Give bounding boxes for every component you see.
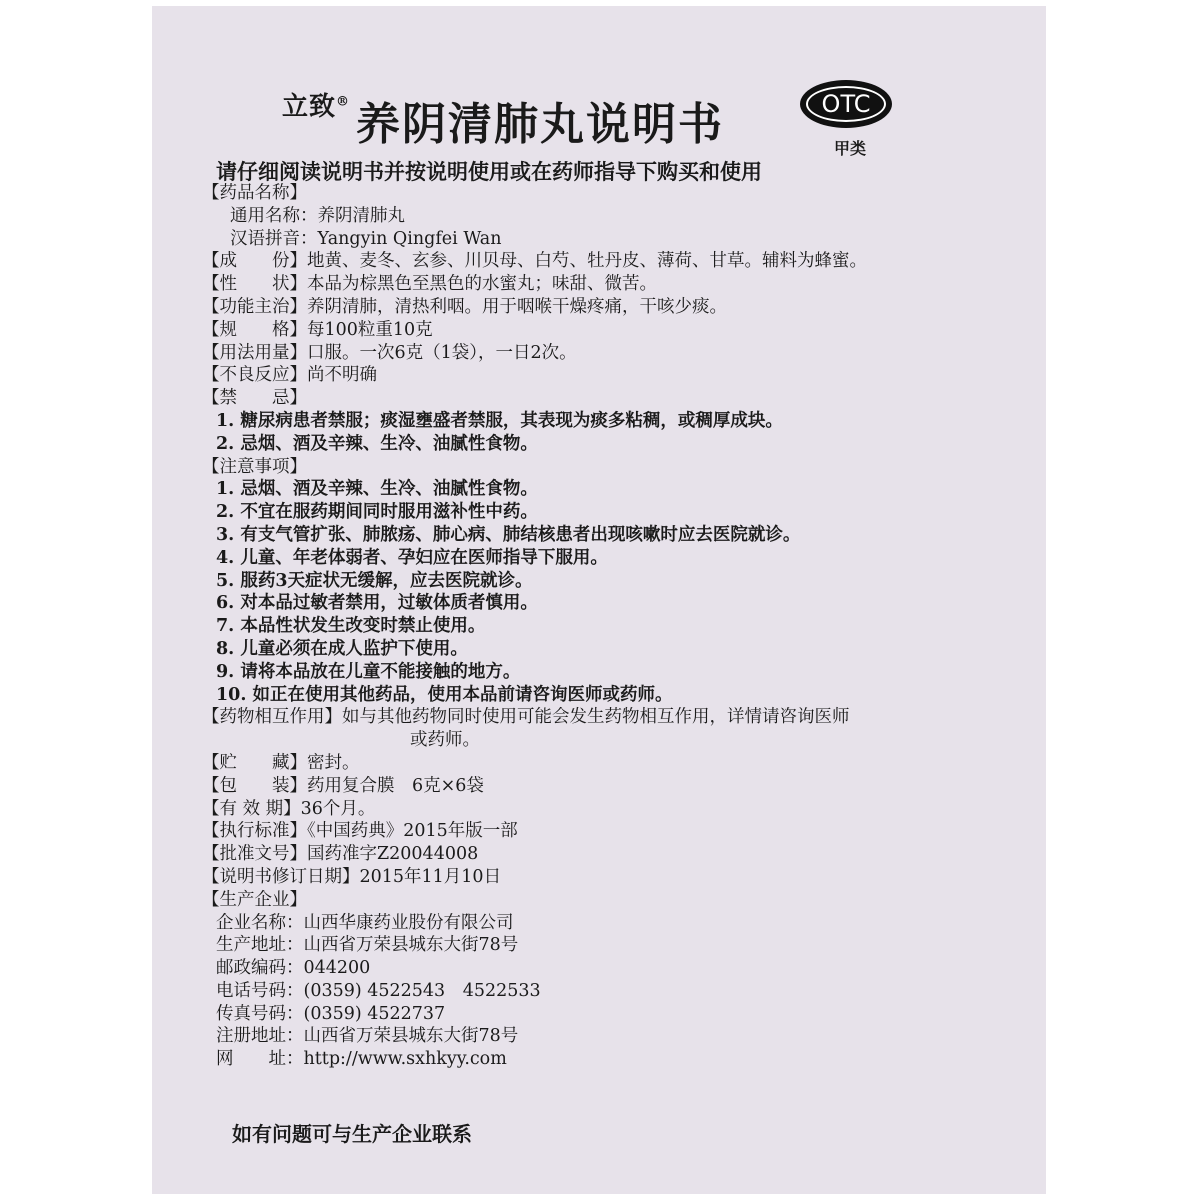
ingredients: 【成 份】地黄、麦冬、玄参、川贝母、白芍、牡丹皮、薄荷、甘草。辅料为蜂蜜。 (202, 251, 867, 272)
precaution-item: 8. 儿童必须在成人监护下使用。 (216, 638, 468, 659)
drug-interactions: 【药物相互作用】如与其他药物同时使用可能会发生药物相互作用，详情请咨询医师 (202, 707, 850, 728)
phone-number: 电话号码：(0359) 4522543 4522533 (216, 980, 541, 1001)
precaution-item: 2. 不宜在服药期间同时服用滋补性中药。 (216, 502, 538, 523)
registered-mark: ® (336, 94, 351, 110)
otc-class-label: 甲类 (834, 139, 867, 158)
properties: 【性 状】本品为棕黑色至黑色的水蜜丸；味甜、微苦。 (202, 274, 657, 295)
leaflet-body (202, 182, 1032, 1071)
precaution-item: 9. 请将本品放在儿童不能接触的地方。 (216, 661, 521, 682)
revision-date: 【说明书修订日期】2015年11月10日 (202, 866, 502, 887)
shelf-life: 【有 效 期】36个月。 (202, 798, 376, 819)
dosage: 【用法用量】口服。一次6克（1袋），一日2次。 (202, 342, 577, 363)
company-info (202, 912, 1032, 1072)
contraindication-item: 1. 糖尿病患者禁服；痰湿壅盛者禁服，其表现为痰多粘稠，或稠厚成块。 (216, 410, 783, 431)
manufacturer-heading: 【生产企业】 (202, 889, 307, 910)
indications: 【功能主治】养阴清肺，清热利咽。用于咽喉干燥疼痛，干咳少痰。 (202, 296, 727, 317)
leaflet-sheet (152, 6, 1046, 1194)
precaution-item: 7. 本品性状发生改变时禁止使用。 (216, 616, 486, 637)
registered-address: 注册地址：山西省万荣县城东大街78号 (216, 1026, 519, 1047)
production-address: 生产地址：山西省万荣县城东大街78号 (216, 935, 519, 956)
contraindication-item: 2. 忌烟、酒及辛辣、生冷、油腻性食物。 (216, 433, 538, 454)
contact-notice: 如有问题可与生产企业联系 (232, 1122, 472, 1146)
postal-code: 邮政编码：044200 (216, 958, 371, 979)
precaution-item: 10. 如正在使用其他药品，使用本品前请咨询医师或药师。 (216, 684, 673, 705)
fax-number: 传真号码：(0359) 4522737 (216, 1003, 446, 1024)
precaution-item: 3. 有支气管扩张、肺脓疡、肺心病、肺结核患者出现咳嗽时应去医院就诊。 (216, 524, 801, 545)
drug-name-heading: 【药品名称】 (202, 183, 307, 203)
precaution-item: 1. 忌烟、酒及辛辣、生冷、油腻性食物。 (216, 479, 538, 500)
specification: 【规 格】每100粒重10克 (202, 319, 433, 340)
precautions-heading: 【注意事项】 (202, 456, 307, 477)
company-name: 企业名称：山西华康药业股份有限公司 (216, 912, 514, 933)
adverse-reactions: 【不良反应】尚不明确 (202, 365, 377, 386)
precaution-item: 5. 服药3天症状无缓解，应去医院就诊。 (216, 570, 533, 591)
packaging: 【包 装】药用复合膜 6克×6袋 (202, 775, 484, 796)
precaution-item: 4. 儿童、年老体弱者、孕妇应在医师指导下服用。 (216, 547, 608, 568)
document-title: 养阴清肺丸说明书 (356, 99, 724, 150)
execution-standard: 【执行标准】《中国药典》2015年版一部 (202, 821, 518, 842)
drug-interactions-continued: 或药师。 (410, 730, 480, 751)
website: 网 址：http://www.sxhkyy.com (216, 1049, 507, 1070)
storage: 【贮 藏】密封。 (202, 752, 360, 773)
approval-number: 【批准文号】国药准字Z20044008 (202, 844, 479, 865)
generic-name: 通用名称：养阴清肺丸 (230, 205, 405, 226)
otc-label: OTC (806, 86, 886, 122)
contraindications-heading: 【禁 忌】 (202, 388, 307, 409)
precaution-item: 6. 对本品过敏者禁用，过敏体质者慎用。 (216, 593, 538, 614)
usage-notice: 请仔细阅读说明书并按说明使用或在药师指导下购买和使用 (216, 159, 762, 184)
brand-logo: 立致® (282, 92, 351, 122)
otc-badge (800, 80, 892, 128)
pinyin-name: 汉语拼音：Yangyin Qingfei Wan (230, 228, 502, 249)
